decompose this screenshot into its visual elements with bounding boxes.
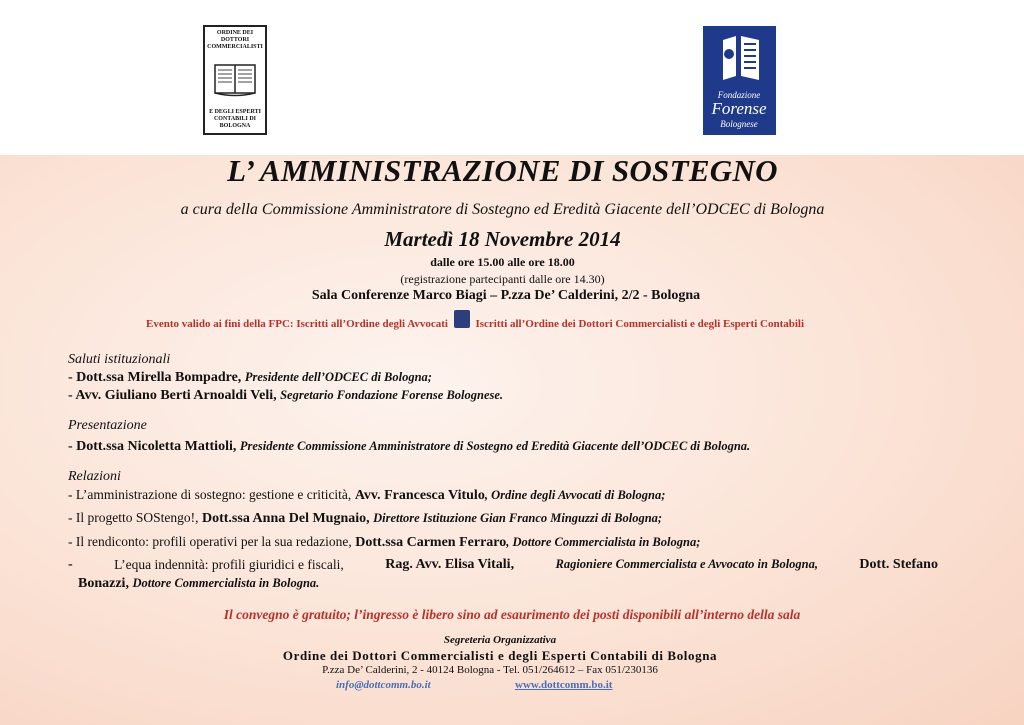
organizer-name: Ordine dei Dottori Commercialisti e degli Esperti Contabili di Bologna <box>282 648 718 663</box>
list-dash: - <box>68 557 73 572</box>
speaker-role: Segretario Fondazione Forense Bolognese. <box>280 388 504 402</box>
odcec-logo-bottom-text: E DEGLI ESPERTI CONTABILI DI BOLOGNA <box>209 109 261 129</box>
speaker-role: Ragioniere Commercialista e Avvocato in Bologna, <box>555 557 818 571</box>
speaker-name: Dott.ssa Anna Del Mugnaio, <box>202 511 370 526</box>
page-title: L’ AMMINISTRAZIONE DI SOSTEGNO <box>227 153 778 188</box>
speaker-name: Avv. Francesca Vitulo <box>354 488 485 503</box>
talk-topic: - Il progetto SOStengo!, <box>68 510 199 525</box>
list-item <box>68 370 432 386</box>
subtitle: a cura della Commissione Amministratore di Sostegno ed Eredità Giacente dell’ODCEC di Bologna <box>180 201 825 218</box>
svg-text:Bolognese: Bolognese <box>720 119 758 129</box>
saluti-heading: Saluti istituzionali <box>68 352 171 367</box>
open-book-icon <box>213 61 257 97</box>
event-venue: Sala Conferenze Marco Biagi – P.zza De’ Calderini, 2/2 - Bologna <box>311 288 701 303</box>
speaker-name: Dott.ssa Carmen Ferraro <box>355 535 507 550</box>
svg-text:Forense: Forense <box>711 99 767 118</box>
event-date: Martedì 18 Novembre 2014 <box>384 227 621 251</box>
talk-topic: L’equa indennità: profili giuridici e fiscali, <box>114 557 344 572</box>
list-item <box>68 439 750 455</box>
speaker-role: Direttore Istituzione Gian Franco Minguzzi di Bologna; <box>373 511 663 525</box>
list-item <box>68 510 662 527</box>
list-item <box>68 388 503 404</box>
speaker-role: Presidente Commissione Amministratore di Sostegno ed Eredità Giacente dell’ODCEC di Bologna. <box>239 439 751 453</box>
list-item <box>68 487 665 504</box>
list-item <box>68 534 700 551</box>
speaker-name: Rag. Avv. Elisa Vitali, <box>385 557 515 572</box>
speaker-role: , Dottore Commercialista in Bologna; <box>506 535 701 549</box>
speaker-role: Presidente dell’ODCEC di Bologna; <box>244 370 432 384</box>
odcec-logo-top-text: ORDINE DEI DOTTORI COMMERCIALISTI <box>207 30 263 50</box>
website-link[interactable]: www.dottcomm.bo.it <box>515 679 613 691</box>
fpc-lawyers-text: Evento valido ai fini della FPC: Iscritti all’Ordine degli Avvocati <box>146 318 448 330</box>
speaker-role: , Ordine degli Avvocati di Bologna; <box>484 488 666 502</box>
registration-time: (registrazione partecipanti dalle ore 14.30) <box>400 272 605 286</box>
list-item-continuation <box>78 576 319 592</box>
email-link[interactable]: info@dottcomm.bo.it <box>336 679 431 691</box>
presentazione-heading: Presentazione <box>68 418 147 433</box>
speaker-name: - Dott.ssa Nicoletta Mattioli, <box>68 439 237 454</box>
odcec-logo <box>203 25 267 135</box>
svg-text:Fondazione: Fondazione <box>717 90 761 100</box>
talk-topic: - L’amministrazione di sostegno: gestione e criticità, <box>68 487 352 502</box>
organizer-address: P.zza De’ Calderini, 2 - 40124 Bologna - Tel. 051/264612 – Fax 051/230136 <box>322 664 658 676</box>
fpc-credits-note <box>146 316 804 330</box>
talk-topic: - Il rendiconto: profili operativi per la sua redazione, <box>68 534 352 549</box>
list-item <box>68 557 938 573</box>
relazioni-heading: Relazioni <box>68 469 121 484</box>
fpc-accountants-text: Iscritti all’Ordine dei Dottori Commercialisti e degli Esperti Contabili <box>475 318 805 330</box>
speaker-name: - Dott.ssa Mirella Bompadre, <box>68 370 242 385</box>
speaker-name: Bonazzi, <box>78 576 129 591</box>
speaker-role: Dottore Commercialista in Bologna. <box>132 576 320 590</box>
event-hours: dalle ore 15.00 alle ore 18.00 <box>430 255 575 269</box>
secretariat-heading: Segreteria Organizzativa <box>443 634 557 646</box>
free-admission-note: Il convegno è gratuito; l’ingresso è libero sino ad esaurimento dei posti disponibili all’interno della sala <box>223 607 801 622</box>
speaker-name: Dott. Stefano <box>859 557 938 572</box>
speaker-name: - Avv. Giuliano Berti Arnoaldi Veli, <box>68 388 277 403</box>
forense-mini-logo-icon <box>454 310 470 328</box>
fondazione-forense-logo <box>703 26 776 135</box>
forense-emblem-icon <box>703 26 776 135</box>
